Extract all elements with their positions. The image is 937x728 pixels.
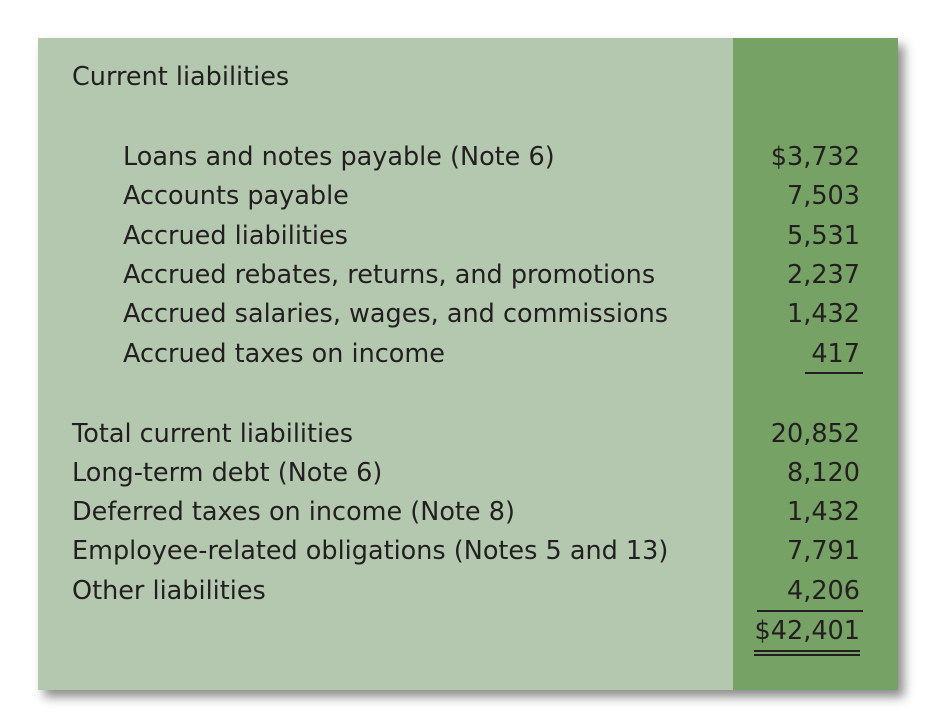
liability-label: Employee-related obligations (Notes 5 and 13) <box>72 536 669 566</box>
liability-label: Long-term debt (Note 6) <box>72 458 383 488</box>
liability-amount: 2,237 <box>786 260 860 290</box>
liability-label: Loans and notes payable (Note 6) <box>123 142 555 172</box>
liability-row <box>38 534 898 568</box>
liabilities-panel <box>38 38 898 690</box>
liability-label: Accrued taxes on income <box>123 339 445 369</box>
liability-row <box>38 258 898 292</box>
total-amount: $42,401 <box>754 616 860 646</box>
liability-label: Accounts payable <box>123 181 349 211</box>
liability-row <box>38 179 898 213</box>
liability-label: Total current liabilities <box>72 419 354 449</box>
liability-amount: 1,432 <box>786 299 860 329</box>
liability-amount: 4,206 <box>786 576 860 606</box>
section-heading-row <box>38 60 898 94</box>
liability-row <box>38 297 898 331</box>
liability-amount: 417 <box>811 339 860 369</box>
liability-label: Other liabilities <box>72 576 266 606</box>
liability-label: Accrued salaries, wages, and commissions <box>123 299 669 329</box>
double-underline-bottom <box>754 654 860 656</box>
liability-row <box>38 140 898 174</box>
liability-label: Deferred taxes on income (Note 8) <box>72 497 515 527</box>
liability-row <box>38 495 898 529</box>
liability-amount: 8,120 <box>786 458 860 488</box>
liability-amount: $3,732 <box>770 142 860 172</box>
liability-row <box>38 337 898 371</box>
liability-amount: 7,503 <box>786 181 860 211</box>
double-underline-top <box>754 650 860 652</box>
section-heading: Current liabilities <box>72 62 290 92</box>
liability-label: Accrued rebates, returns, and promotions <box>123 260 656 290</box>
liability-amount: 20,852 <box>770 419 860 449</box>
liability-row <box>38 417 898 451</box>
liability-label: Accrued liabilities <box>123 221 348 251</box>
total-row <box>38 614 898 648</box>
subtotal-rule <box>805 372 863 374</box>
total-rule <box>757 610 863 612</box>
liability-amount: 5,531 <box>786 221 860 251</box>
liability-row <box>38 219 898 253</box>
liability-amount: 7,791 <box>786 536 860 566</box>
liability-row <box>38 456 898 490</box>
liability-row <box>38 574 898 608</box>
liability-amount: 1,432 <box>786 497 860 527</box>
